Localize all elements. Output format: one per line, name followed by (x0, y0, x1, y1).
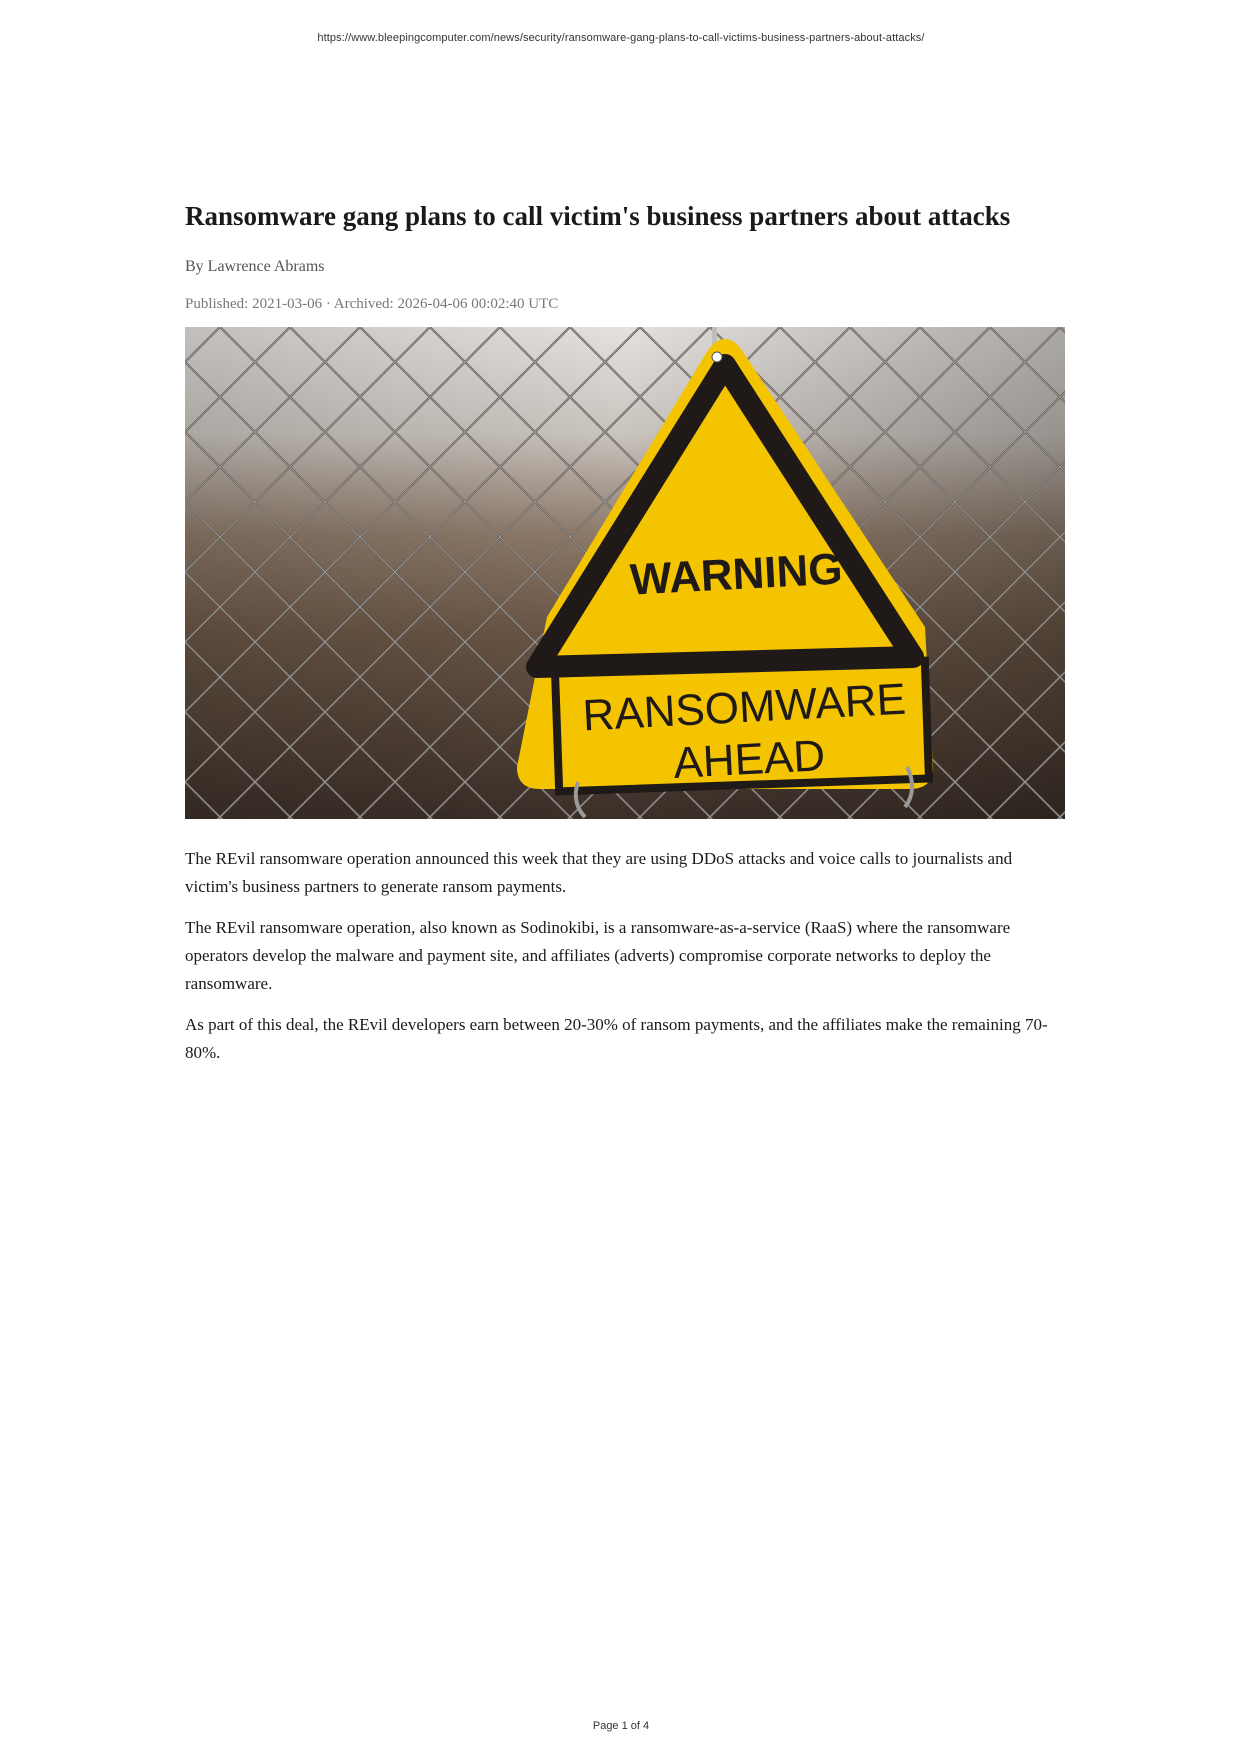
article-body (185, 845, 1065, 1067)
sign-warning-text: WARNING (628, 544, 844, 605)
article-meta: Published: 2021-03-06 · Archived: 2026-04-06 00:02:40 UTC (185, 296, 559, 313)
paragraph: The REvil ransomware operation announced this week that they are using DDoS attacks and voice calls to journalists and victim's business partners to generate ransom payments. (185, 849, 1013, 897)
sign-ransomware-text: RANSOMWARE (581, 674, 908, 741)
page-url-header: https://www.bleepingcomputer.com/news/security/ransomware-gang-plans-to-call-victims-business-partners-about-attacks/ (317, 32, 925, 44)
article (185, 200, 1065, 1080)
article-byline: By Lawrence Abrams (185, 258, 325, 276)
page-number: Page 1 of 4 (592, 1720, 650, 1732)
hero-image (185, 327, 1065, 819)
paragraph: As part of this deal, the REvil developers earn between 20-30% of ransom payments, and the affiliates make the remaining 70-80%. (185, 1015, 1048, 1063)
article-title: Ransomware gang plans to call victim's business partners about attacks (185, 201, 1011, 231)
paragraph: The REvil ransomware operation, also known as Sodinokibi, is a ransomware-as-a-service (RaaS) where the ransomware operators develop the malware and payment site, and affiliates (adverts) compromise corporate networks to deploy the ransomware. (185, 918, 1011, 994)
sign-ahead-text: AHEAD (672, 731, 827, 789)
